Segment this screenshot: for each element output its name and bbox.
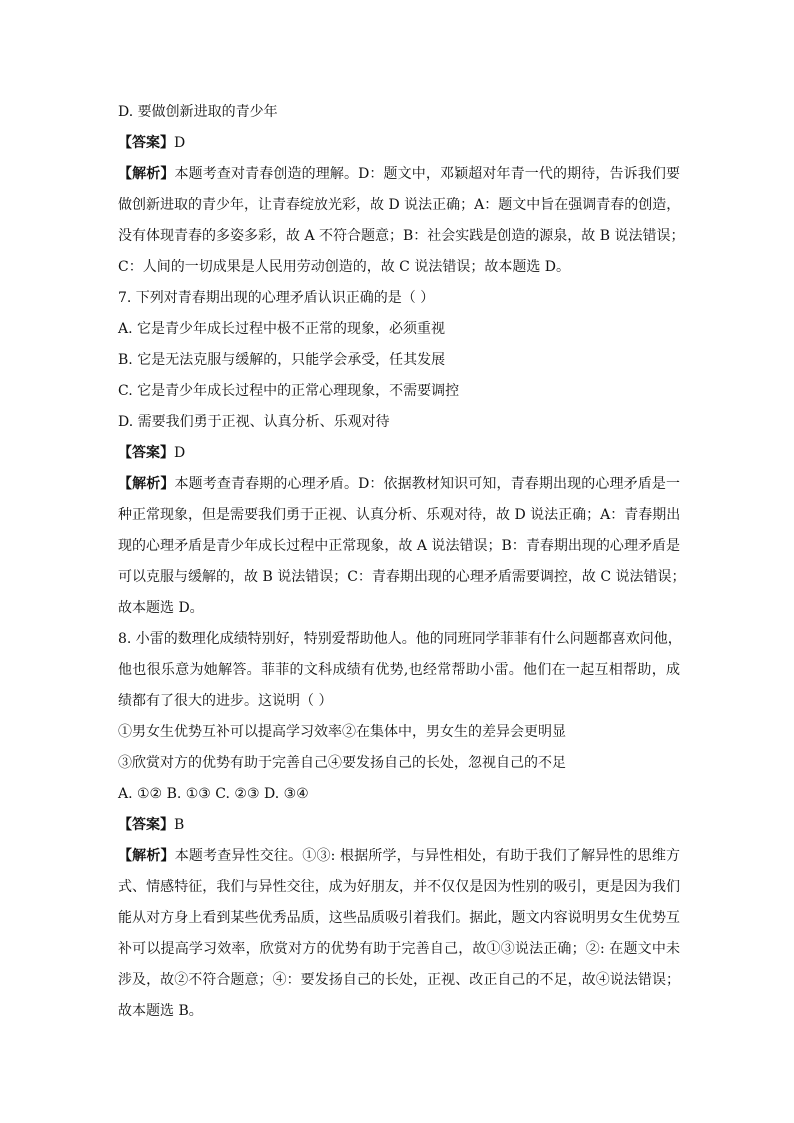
answer-value: B xyxy=(174,817,185,833)
answer-tag: 【答案】 xyxy=(118,817,174,833)
q8-statements-line-1: ①男女生优势互补可以提高学习效率②在集体中，男女生的差异会更明显 xyxy=(118,724,566,740)
q7-analysis-line-2: 种正常现象，但是需要我们勇于正视、认真分析、乐观对待，故 D 说法正确；A：青春期出 xyxy=(118,507,681,523)
q8-statements-line-2: ③欣赏对方的优势有助于完善自己④要发扬自己的长处，忽视自己的不足 xyxy=(118,755,566,771)
q8-choices: A. ①② B. ①③ C. ②③ D. ③④ xyxy=(118,786,309,802)
answer-tag: 【答案】 xyxy=(118,445,174,461)
q8-question-line-2: 他也很乐意为她解答。菲菲的文科成绩有优势,也经常帮助小雷。他们在一起互相帮助，成 xyxy=(118,662,680,678)
analysis-tag: 【解析】 xyxy=(118,476,175,492)
q6-analysis-line-1: 【解析】本题考查对青春创造的理解。D：题文中，邓颖超对年青一代的期待，告诉我们要 xyxy=(118,166,680,182)
q8-question-line-3: 绩都有了很大的进步。这说明（ ） xyxy=(118,693,333,709)
q6-analysis-line-2: 做创新进取的青少年，让青春绽放光彩，故 D 说法正确；A：题文中旨在强调青春的创造， xyxy=(118,197,681,213)
q8-analysis-line-1: 【解析】本题考查异性交往。①③: 根据所学，与异性相处，有助于我们了解异性的思维方 xyxy=(118,848,680,864)
q8-question-line-1: 8. 小雷的数理化成绩特别好，特别爱帮助他人。他的同班同学菲菲有什么问题都喜欢问他， xyxy=(118,631,682,647)
q7-option-a: A. 它是青少年成长过程中极不正常的现象，必须重视 xyxy=(118,321,446,337)
q8-analysis-line-6: 故本题选 B。 xyxy=(118,1003,203,1019)
q7-analysis-line-1: 【解析】本题考查青春期的心理矛盾。D：依据教材知识可知，青春期出现的心理矛盾是一 xyxy=(118,476,680,492)
answer-value: D xyxy=(174,445,186,461)
answer-tag: 【答案】 xyxy=(118,135,174,151)
q8-analysis-line-5: 涉及，故②不符合题意；④：要发扬自己的长处，正视、改正自己的不足，故④说法错误； xyxy=(118,972,680,988)
answer-value: D xyxy=(174,135,186,151)
q7-option-c: C. 它是青少年成长过程中的正常心理现象，不需要调控 xyxy=(118,383,460,399)
analysis-tag: 【解析】 xyxy=(118,166,175,182)
q6-analysis-line-4: C：人间的一切成果是人民用劳动创造的，故 C 说法错误；故本题选 D。 xyxy=(118,259,570,275)
q7-option-b: B. 它是无法克服与缓解的，只能学会承受，任其发展 xyxy=(118,352,446,368)
q6-answer xyxy=(118,132,680,163)
q8-answer xyxy=(118,814,680,845)
q6-option-d: D. 要做创新进取的青少年 xyxy=(118,104,278,120)
q8-analysis-line-3: 能从对方身上看到某些优秀品质，这些品质吸引着我们。据此，题文内容说明男女生优势互 xyxy=(118,910,680,926)
q6-analysis-line-3: 没有体现青春的多姿多彩，故 A 不符合题意；B：社会实践是创造的源泉，故 B 说法错误； xyxy=(118,228,685,244)
q7-analysis-line-4: 可以克服与缓解的，故 B 说法错误；C：青春期出现的心理矛盾需要调控，故 C 说法错误； xyxy=(118,569,686,585)
q7-analysis-line-3: 现的心理矛盾是青少年成长过程中正常现象，故 A 说法错误；B：青春期出现的心理矛盾是 xyxy=(118,538,680,554)
q7-question: 7. 下列对青春期出现的心理矛盾认识正确的是（ ） xyxy=(118,290,435,306)
analysis-tag: 【解析】 xyxy=(118,848,175,864)
q7-answer xyxy=(118,442,680,473)
document-content xyxy=(118,101,686,1031)
q7-option-d: D. 需要我们勇于正视、认真分析、乐观对待 xyxy=(118,414,390,430)
q7-analysis-line-5: 故本题选 D。 xyxy=(118,600,204,616)
q8-analysis-line-2: 式、情感特征，我们与异性交往，成为好朋友，并不仅仅是因为性别的吸引，更是因为我们 xyxy=(118,879,680,895)
q8-analysis-line-4: 补可以提高学习效率，欣赏对方的优势有助于完善自己，故①③说法正确；②: 在题文中未 xyxy=(118,941,680,957)
